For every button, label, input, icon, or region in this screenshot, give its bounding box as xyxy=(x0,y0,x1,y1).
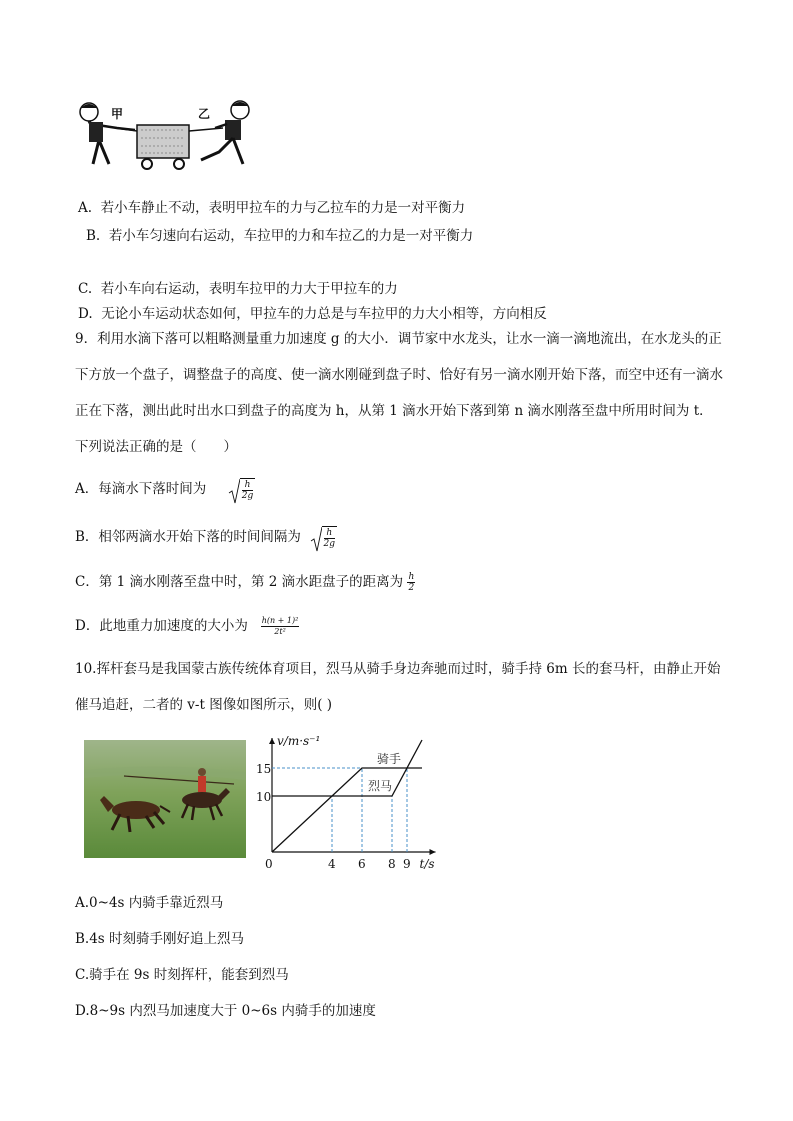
label-yi: 乙 xyxy=(198,107,211,121)
x-tick-label: 9 xyxy=(403,857,411,871)
q8-option-b xyxy=(86,224,473,244)
sqrt-expression xyxy=(228,478,256,501)
x-tick-label: 6 xyxy=(358,857,366,871)
option-d-text: D．此地重力加速度的大小为 xyxy=(75,618,248,634)
x-tick-label: 0 xyxy=(265,857,273,871)
horse-riding-photo xyxy=(84,740,246,858)
q10-option-c: C.骑手在 9s 时刻挥杆，能套到烈马 xyxy=(75,967,289,983)
q9-option-c xyxy=(75,570,415,593)
option-text: 无论小车运动状态如何，甲拉车的力总是与车拉甲的力大小相等，方向相反 xyxy=(101,306,547,322)
vt-chart xyxy=(255,730,445,875)
q8-option-a xyxy=(78,196,465,216)
option-letter: A. xyxy=(78,200,93,216)
fraction: $\frac{h}{2}$ xyxy=(408,572,415,593)
q10-option-b: B.4s 时刻骑手刚好追上烈马 xyxy=(75,931,245,947)
y-tick-label: 15 xyxy=(256,762,272,776)
option-letter: C. xyxy=(78,281,93,297)
series-line-rider xyxy=(272,768,422,852)
q10-stem: 10.挥杆套马是我国蒙古族传统体育项目，烈马从骑手身边奔驰而过时，骑手持 6m 长的套马杆，由静止开始催马追赶，二者的 v-t 图像如图所示，则( ) xyxy=(75,661,721,713)
q9-option-d xyxy=(75,614,299,637)
q10-option-a: A.0~4s 内骑手靠近烈马 xyxy=(75,895,224,911)
q9-option-b xyxy=(75,525,337,549)
x-axis-arrow xyxy=(430,849,436,855)
tug-of-war-figure xyxy=(75,98,260,173)
y-tick-label: 10 xyxy=(256,790,272,804)
fraction: $\frac{h}{2g}$ xyxy=(323,528,336,549)
tug-of-war-drawing xyxy=(75,98,260,173)
fraction: $\frac{h}{2g}$ xyxy=(241,480,254,501)
option-text: 若小车向右运动，表明车拉甲的力大于甲拉车的力 xyxy=(100,281,398,297)
series-label-rider: 骑手 xyxy=(377,752,402,766)
option-a-text: A．每滴水下落时间为 xyxy=(75,481,207,497)
x-tick-label: 8 xyxy=(388,857,396,871)
option-b-text: B．相邻两滴水开始下落的时间间隔为 xyxy=(75,529,301,545)
label-jia: 甲 xyxy=(111,107,124,121)
x-axis-label: t/s xyxy=(419,857,435,871)
option-c-text: C．第 1 滴水刚落至盘中时，第 2 滴水距盘子的距离为 xyxy=(75,574,404,590)
fraction: $\frac{\text{h(n + 1)²}}{\text{2t²}}$ xyxy=(261,616,299,636)
option-text: 若小车匀速向右运动，车拉甲的力和车拉乙的力是一对平衡力 xyxy=(108,228,474,244)
sqrt-expression xyxy=(310,526,338,549)
vt-chart-svg xyxy=(255,730,445,875)
y-axis-arrow xyxy=(269,738,275,744)
series-label-horse: 烈马 xyxy=(368,779,393,793)
q8-option-d xyxy=(78,302,547,322)
x-tick-label: 4 xyxy=(328,857,336,871)
option-letter: D. xyxy=(78,306,93,322)
q9-stem: 9．利用水滴下落可以粗略测量重力加速度 g 的大小．调节家中水龙头，让水一滴一滴地流出，在水龙头的正下方放一个盘子，调整盘子的高度、使一滴水刚碰到盘子时、恰好有另一滴水刚开始下落，而空中还有一滴水正在下落，测出此时出水口到盘子的高度为 h，从第 1 滴水开始下落到第 n 滴水刚落至盘中所用时间为 t．下列说法正确的是（ ） xyxy=(75,331,723,455)
q8-option-c xyxy=(78,277,398,297)
option-text: 若小车静止不动，表明甲拉车的力与乙拉车的力是一对平衡力 xyxy=(100,200,466,216)
q10-option-d: D.8~9s 内烈马加速度大于 0~6s 内骑手的加速度 xyxy=(75,1003,376,1019)
option-letter: B. xyxy=(86,228,101,244)
y-axis-label: v/m·s⁻¹ xyxy=(277,734,321,748)
q9-option-a xyxy=(75,477,255,501)
